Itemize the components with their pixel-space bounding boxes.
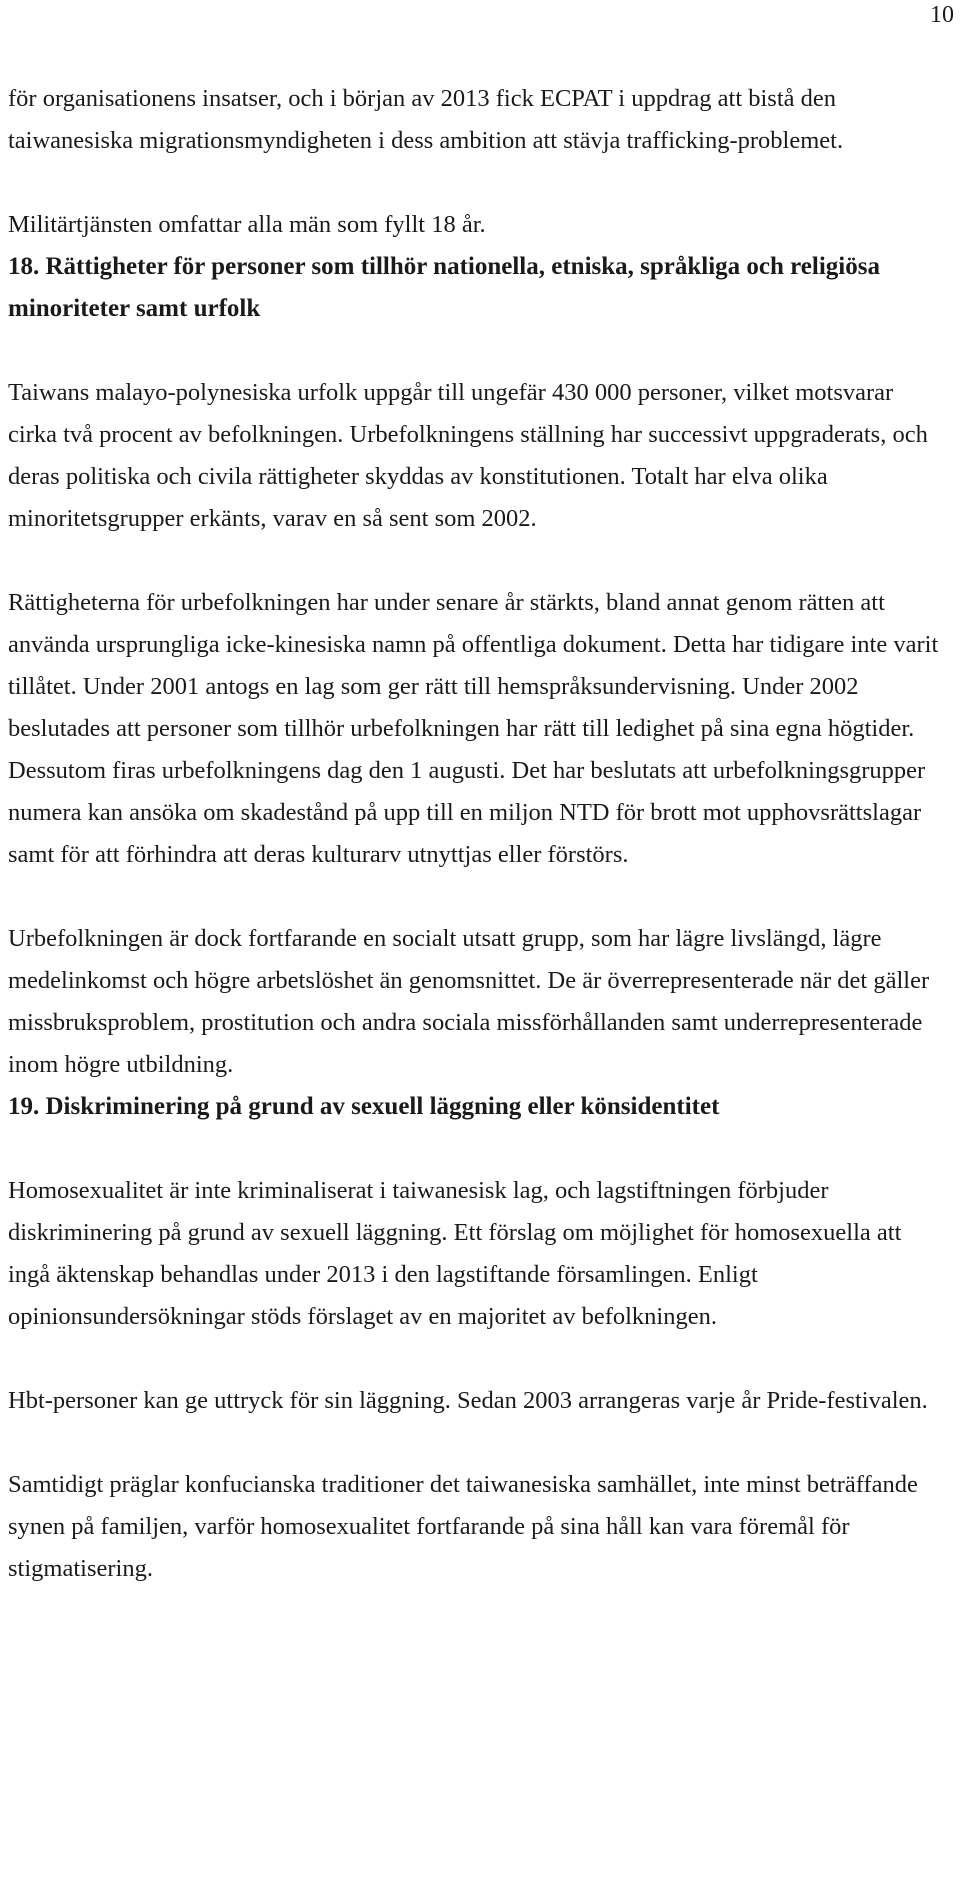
section-heading-18: 18. Rättigheter för personer som tillhör nationella, etniska, språkliga och religiösa minoriteter samt urfolk	[8, 253, 880, 322]
paragraph-indigenous-population: Taiwans malayo-polynesiska urfolk uppgår till ungefär 430 000 personer, vilket motsvarar cirka två procent av befolkningen. Urbefolkningens ställning har successivt uppgraderats, och deras politiska och civila rättigheter skyddas av konstitutionen. Totalt har elva olika minoritetsgrupper erkänts, varav en så sent som 2002.	[8, 379, 928, 532]
paragraph-ecpat: för organisationens insatser, och i början av 2013 fick ECPAT i uppdrag att bistå den taiwanesiska migrationsmyndigheten i dess ambition att stävja trafficking-problemet.	[8, 85, 844, 154]
paragraph-indigenous-rights: Rättigheterna för urbefolkningen har under senare år stärkts, bland annat genom rätten att använda ursprungliga icke-kinesiska namn på offentliga dokument. Detta har tidigare inte varit tillåtet. Under 2001 antogs en lag som ger rätt till hemspråksundervisning. Under 2002 beslutades att personer som tillhör urbefolkningen har rätt till ledighet på sina egna högtider. Dessutom firas urbefolkningens dag den 1 augusti. Det har beslutats att urbefolkningsgrupper numera kan ansöka om skadestånd på upp till en miljon NTD för brott mot upphovsrättslagar samt för att förhindra att deras kulturarv utnyttjas eller förstörs.	[8, 589, 939, 868]
document-body	[8, 78, 948, 1590]
paragraph-confucian-traditions: Samtidigt präglar konfucianska traditioner det taiwanesiska samhället, inte minst beträffande synen på familjen, varför homosexualitet fortfarande på sina håll kan vara föremål för stigmatisering.	[8, 1471, 918, 1582]
paragraph-indigenous-social-issues: Urbefolkningen är dock fortfarande en socialt utsatt grupp, som har lägre livslängd, lägre medelinkomst och högre arbetslöshet än genomsnittet. De är överrepresenterade när det gäller missbruksproblem, prostitution och andra sociala missförhållanden samt underrepresenterade inom högre utbildning.	[8, 925, 930, 1078]
section-heading-19: 19. Diskriminering på grund av sexuell läggning eller könsidentitet	[8, 1093, 720, 1120]
paragraph-homosexuality-law: Homosexualitet är inte kriminaliserat i taiwanesisk lag, och lagstiftningen förbjuder diskriminering på grund av sexuell läggning. Ett förslag om möjlighet för homosexuella att ingå äktenskap behandlas under 2013 i den lagstiftande församlingen. Enligt opinionsundersökningar stöds förslaget av en majoritet av befolkningen.	[8, 1177, 902, 1330]
paragraph-pride: Hbt-personer kan ge uttryck för sin läggning. Sedan 2003 arrangeras varje år Pride-festivalen.	[8, 1387, 928, 1414]
page-number: 10	[930, 2, 954, 28]
paragraph-military-service: Militärtjänsten omfattar alla män som fyllt 18 år.	[8, 211, 486, 238]
